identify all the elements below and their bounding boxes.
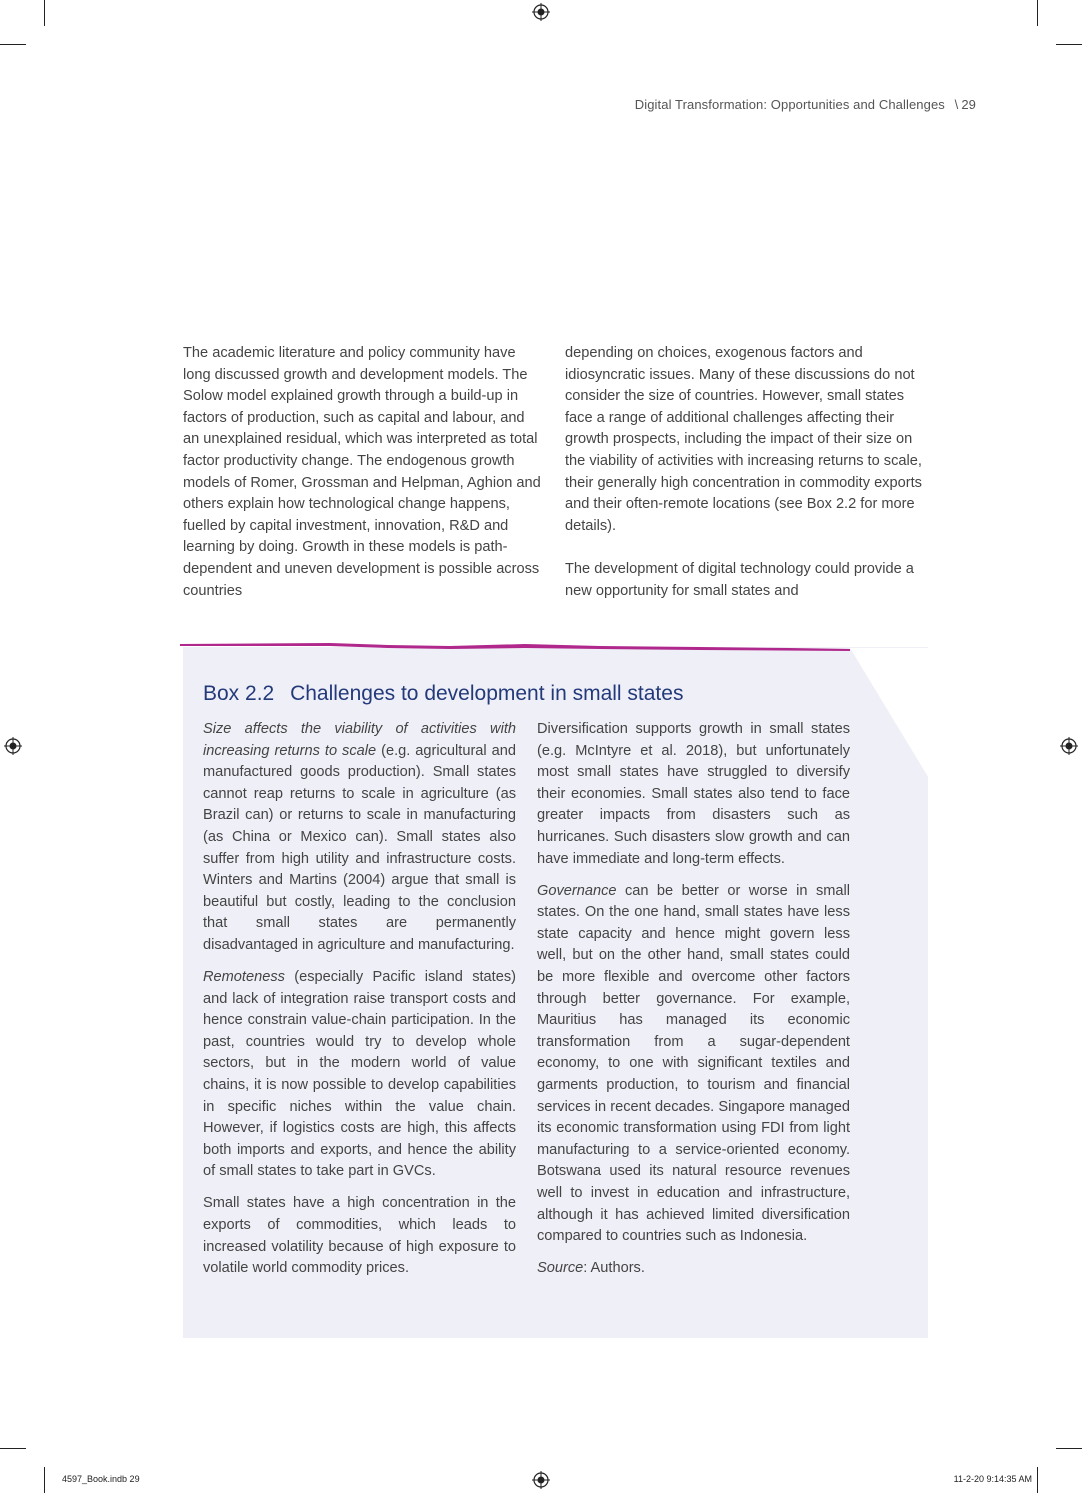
box-paragraph-remoteness xyxy=(203,967,516,1183)
running-head-separator: \ xyxy=(954,97,959,112)
box-title xyxy=(203,682,683,706)
registration-mark-icon xyxy=(4,737,22,755)
box-left-column xyxy=(203,719,516,1290)
crop-mark xyxy=(1056,44,1082,45)
running-head xyxy=(635,97,976,112)
box-number: Box 2.2 xyxy=(203,682,275,705)
slug-timestamp: 11-2-20 9:14:35 AM xyxy=(953,1474,1032,1484)
box-lead-remoteness: Remoteness xyxy=(203,969,285,986)
box-source-label: Source xyxy=(537,1260,584,1277)
body-left-column xyxy=(183,343,543,624)
body-paragraph: depending on choices, exogenous factors and idiosyncratic issues. Many of these discussions do not consider the size of countries. However, small states face a range of additional challenges affecting their growth prospects, including the impact of their size on the viability of activities with increasing returns to scale, their generally high concentration in commodity exports and their often-remote locations (see Box 2.2 for more details). xyxy=(565,345,922,534)
crop-mark xyxy=(0,1448,26,1449)
registration-mark-icon xyxy=(1060,737,1078,755)
box-paragraph-diversification: Diversification supports growth in small states (e.g. McIntyre et al. 2018), but unfortunately most small states have struggled to diversify their economies. Small states also tend to face greater impacts from disasters such as hurricanes. Such disasters slow growth and can have immediate and long-term effects. xyxy=(537,721,850,867)
crop-mark xyxy=(1037,0,1038,26)
crop-mark xyxy=(44,0,45,26)
crop-mark xyxy=(0,44,26,45)
running-head-title: Digital Transformation: Opportunities and Challenges xyxy=(634,97,945,112)
box-text-remoteness: (especially Pacific island states) and lack of integration raise transport costs and hence constrain value-chain participation. In the past, countries would try to develop whole sectors, but in the modern world of value chains, it is now possible to develop capabilities in specific niches within the value chain. However, if logistics costs are high, this affects both imports and exports, and hence the ability of small states to take part in GVCs. xyxy=(203,969,516,1180)
box-text-size: (e.g. agricultural and manufactured goods production). Small states cannot reap returns to scale in agriculture (as Brazil can) or returns to scale in manufacturing (as China or Mexico can). Small states also suffer from high utility and infrastructure costs. Winters and Martins (2004) argue that small is beautiful but costly, leading to the conclusion that small states are permanently disadvantaged in agriculture and manufacturing. xyxy=(203,742,516,953)
box-paragraph-size xyxy=(203,719,516,957)
crop-mark xyxy=(1056,1448,1082,1449)
body-paragraph: The academic literature and policy community have long discussed growth and development models. The Solow model explained growth through a build-up in factors of production, such as capital and labour, and an unexplained residual, which was interpreted as total factor productivity change. The endogenous growth models of Romer, Grossman and Helpman, Aghion and others explain how technological change happens, fuelled by capital investment, innovation, R&D and learning by doing. Growth in these models is path-dependent and uneven development is possible across countries xyxy=(183,345,541,599)
registration-mark-icon xyxy=(532,3,550,21)
crop-mark xyxy=(44,1467,45,1493)
box-paragraph-commodities: Small states have a high concentration in the exports of commodities, which leads to increased volatility because of high exposure to volatile world commodity prices. xyxy=(203,1195,516,1277)
box-source-text: : Authors. xyxy=(583,1260,645,1277)
registration-mark-icon xyxy=(532,1471,550,1489)
box-paragraph-governance xyxy=(537,881,850,1248)
box-right-column xyxy=(537,719,850,1290)
body-paragraph: The development of digital technology could provide a new opportunity for small states and xyxy=(565,560,914,599)
box-heading: Challenges to development in small states xyxy=(290,682,684,705)
body-right-column xyxy=(565,343,930,624)
crop-mark xyxy=(1037,1467,1038,1493)
box-text-governance: can be better or worse in small states. On the one hand, small states have less state capacity and hence might govern less well, but on the other hand, small states could be more flexible and overcome other factors through better governance. For example, Mauritius has managed its economic transformation from a sugar-dependent economy, to one with significant textiles and garments production, to tourism and financial services in recent decades. Singapore managed its economic transformation using FDI from light manufacturing to a service-oriented economy. Botswana used its natural resource revenues well to invest in education and infrastructure, although it has achieved limited diversification compared to countries such as Indonesia. xyxy=(537,882,850,1245)
page-number: 29 xyxy=(961,97,976,112)
box-source xyxy=(537,1258,850,1280)
box-lead-governance: Governance xyxy=(537,882,617,899)
box-lead-size: Size affects the viability of activities with increasing returns to scale xyxy=(203,721,516,759)
slug-file: 4597_Book.indb 29 xyxy=(62,1474,140,1484)
